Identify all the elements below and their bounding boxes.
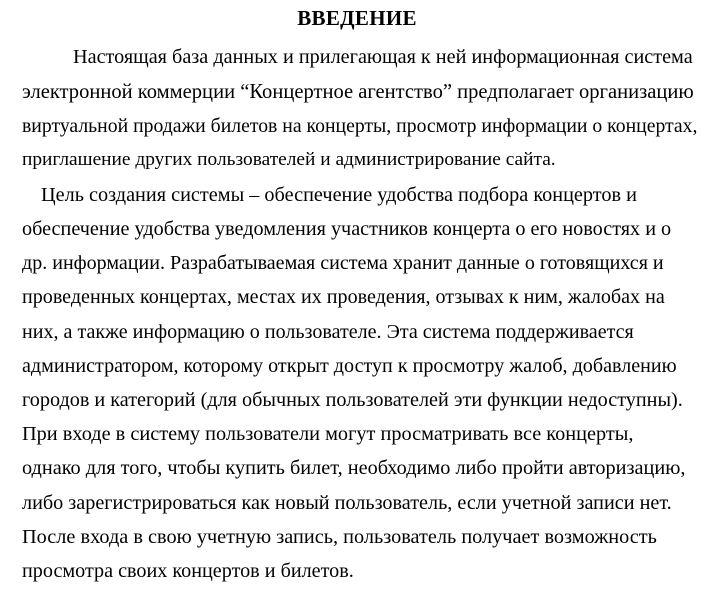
paragraph-2-line-12: просмотра своих концертов и билетов.	[22, 560, 354, 582]
paragraph-2-line-5: них, а также информацию о пользователе. Эта система поддерживается	[22, 321, 634, 343]
paragraph-2-line-4: проведенных концертах, местах их проведения, отзывах к ним, жалобах на	[22, 286, 665, 308]
paragraph-2-line-3: др. информации. Разрабатываемая система хранит данные о готовящихся и	[22, 252, 664, 274]
paragraph-2-line-6: администратором, которому открыт доступ к просмотру жалоб, добавлению	[22, 355, 677, 377]
paragraph-1-line-3: виртуальной продажи билетов на концерты, просмотр информации о концертах,	[22, 115, 698, 137]
paragraph-1-line-1: Настоящая база данных и прилегающая к ней информационная система	[73, 46, 693, 68]
paragraph-2-line-11: После входа в свою учетную запись, пользователь получает возможность	[22, 526, 657, 548]
paragraph-2-line-8: При входе в систему пользователи могут просматривать все концерты,	[22, 423, 634, 445]
document-title: ВВЕДЕНИЕ	[297, 6, 417, 30]
paragraph-2-line-9: однако для того, чтобы купить билет, необходимо либо пройти авторизацию,	[22, 457, 686, 479]
paragraph-2-line-2: обеспечение удобства уведомления участников концерта о его новостях и о	[22, 218, 672, 240]
paragraph-2-line-10: либо зарегистрироваться как новый пользователь, если учетной записи нет.	[22, 492, 672, 514]
paragraph-2-line-7: городов и категорий (для обычных пользователей эти функции недоступны).	[22, 389, 683, 411]
paragraph-1-line-2: электронной коммерции “Концертное агентство” предполагает организацию	[22, 81, 694, 103]
paragraph-2-line-1: Цель создания системы – обеспечение удобства подбора концертов и	[41, 184, 637, 206]
paragraph-1-line-4: приглашение других пользователей и администрирование сайта.	[22, 149, 556, 170]
